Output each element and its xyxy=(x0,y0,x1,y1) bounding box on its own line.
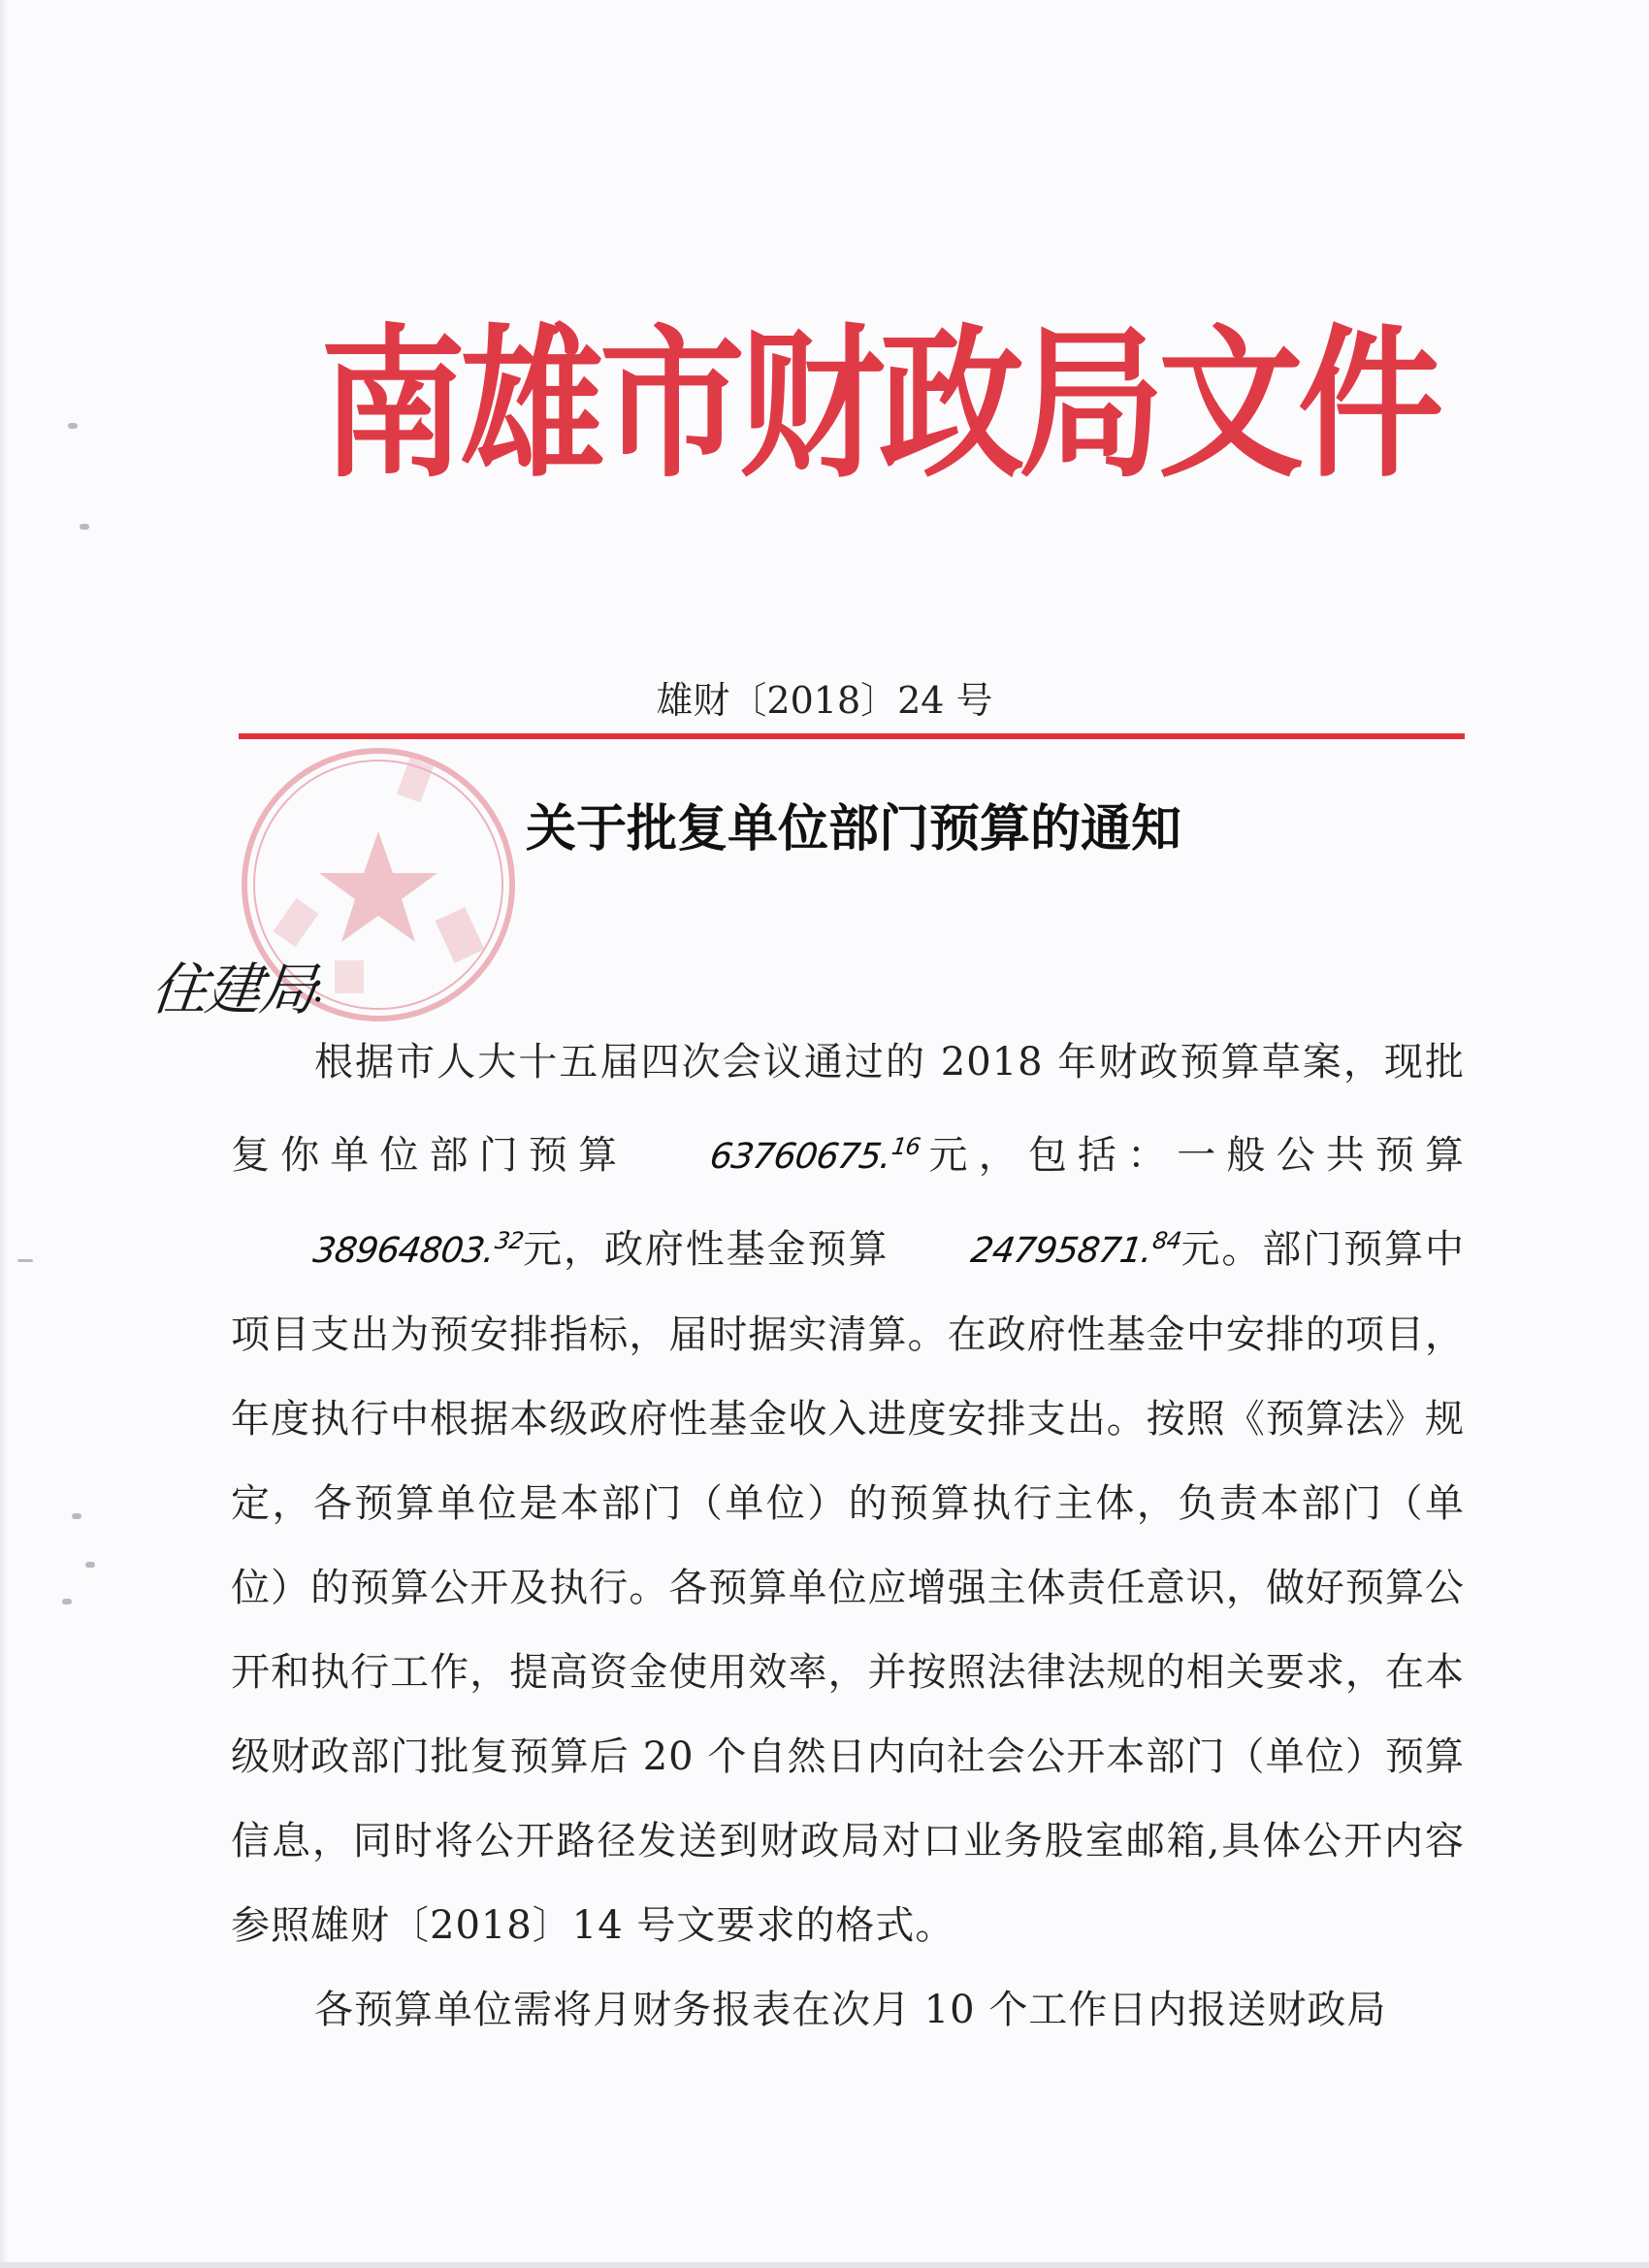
paragraph-text: 根据市人大十五届四次会议通过的 2018 年财政预算草案，现批复你单位部门预算 xyxy=(231,1040,1465,1178)
paragraph-text: 元，包括：一般公共预算 xyxy=(919,1133,1466,1178)
scan-mark xyxy=(72,1513,81,1519)
handwritten-amount-fund xyxy=(883,1199,1187,1293)
notice-body xyxy=(231,1021,1465,2053)
bottom-band xyxy=(0,2262,1649,2268)
body-paragraph-2: 各预算单位需将月财务报表在次月 10 个工作日内报送财政局 xyxy=(314,1988,1387,2032)
scan-mark xyxy=(62,1599,72,1604)
paragraph-text: 元，政府性基金预算 xyxy=(522,1227,889,1272)
notice-title: 关于批复单位部门预算的通知 xyxy=(525,800,1181,859)
amount-integer: 38964803. xyxy=(310,1231,497,1271)
amount-cents: 32 xyxy=(493,1227,525,1254)
handwritten-amount-general xyxy=(224,1199,529,1293)
scan-mark xyxy=(80,524,89,530)
document-header-title: 南雄市财政局文件 xyxy=(320,310,1439,501)
amount-cents: 16 xyxy=(889,1133,922,1160)
body-paragraph-1 xyxy=(231,1021,1465,1968)
scan-mark xyxy=(85,1562,95,1568)
amount-cents: 84 xyxy=(1150,1227,1183,1254)
addressee-colon: ： xyxy=(308,965,350,1013)
amount-integer: 63760675. xyxy=(707,1137,894,1177)
scan-mark xyxy=(17,1259,33,1262)
document-number: 雄财〔2018〕24 号 xyxy=(656,679,993,722)
scan-mark xyxy=(68,423,78,429)
page-edge xyxy=(0,0,8,2268)
addressee-handwritten: 住建局 xyxy=(147,956,318,1022)
paragraph-text: 元。部门预算中项目支出为预安排指标，届时据实清算。在政府性基金中安排的项目，年度执行中根据本级政府性基金收入进度安排支出。按照《预算法》规定，各预算单位是本部门（单位）的预算执行主体，负责本部门（单位）的预算公开及执行。各预算单位应增强主体责任意识，做好预算公开和执行工作，提高资金使用效率，并按照法律法规的相关要求，在本级财政部门批复预算后 20 个自然日内向社会公开本部门（单位）预算信息，同时将公开路径发送到财政局对口业务股室邮箱,具体公开内容参照雄财〔2018〕14 号文要求的格式。 xyxy=(231,1227,1466,1948)
amount-integer: 24795871. xyxy=(968,1231,1155,1271)
handwritten-amount-total xyxy=(621,1105,925,1199)
